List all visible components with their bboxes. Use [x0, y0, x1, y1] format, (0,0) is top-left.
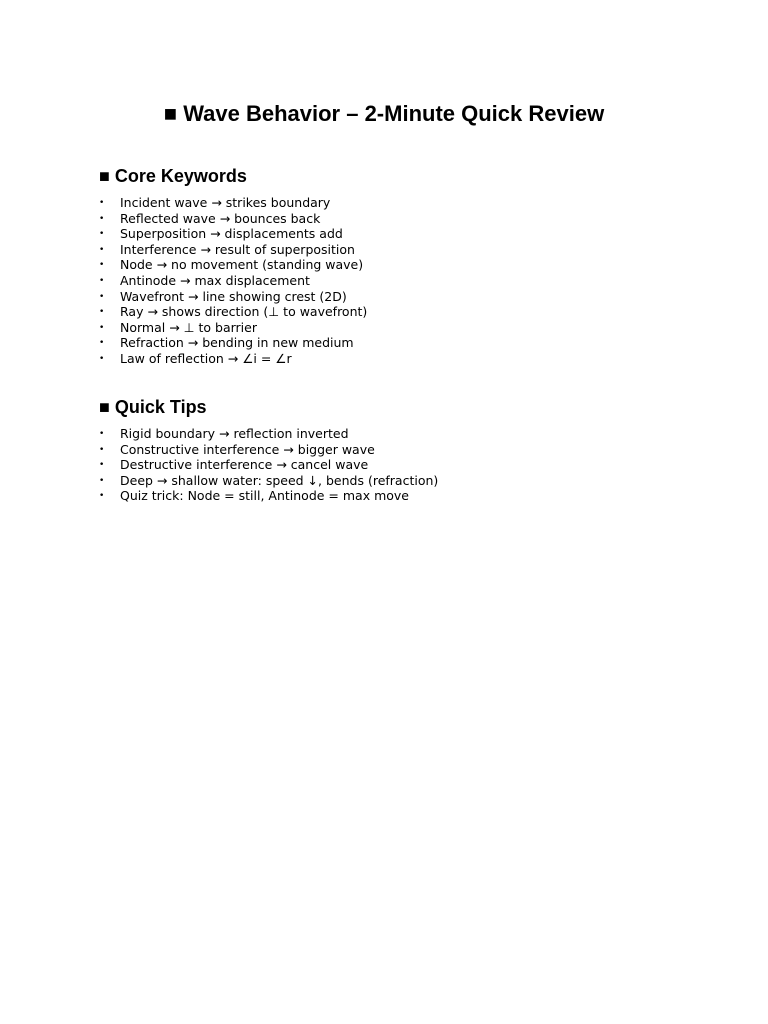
list-item	[99, 226, 367, 242]
bullet-icon: •	[99, 475, 105, 486]
core-keywords-list	[99, 195, 367, 367]
list-item	[99, 273, 367, 289]
bullet-icon: •	[99, 275, 105, 286]
core-keywords-heading: ■ Core Keywords	[99, 166, 247, 186]
list-item-text: Ray → shows direction (⊥ to wavefront)	[120, 304, 368, 320]
quick-tips-section	[99, 395, 699, 504]
list-item-text: Law of reflection → ∠i = ∠r	[120, 350, 292, 366]
list-item-text: Quiz trick: Node = still, Antinode = max move	[120, 488, 409, 504]
list-item-text: Deep → shallow water: speed ↓, bends (refraction)	[120, 472, 439, 488]
list-item	[99, 304, 367, 320]
list-item-text: Antinode → max displacement	[120, 272, 310, 288]
list-item	[99, 195, 367, 211]
list-item-text: Constructive interference → bigger wave	[120, 441, 375, 457]
list-item-text: Superposition → displacements add	[120, 226, 343, 242]
list-item-text: Node → no movement (standing wave)	[120, 257, 364, 273]
bullet-icon: •	[99, 460, 105, 471]
bullet-icon: •	[99, 213, 105, 224]
bullet-icon: •	[99, 338, 105, 349]
list-item-text: Rigid boundary → reflection inverted	[120, 426, 349, 441]
list-item-text: Reflected wave → bounces back	[120, 210, 321, 226]
list-item	[99, 289, 367, 305]
list-item-text: Wavefront → line showing crest (2D)	[120, 288, 347, 304]
bullet-icon: •	[99, 291, 105, 302]
list-item-text: Refraction → bending in new medium	[120, 335, 354, 351]
list-item-text: Destructive interference → cancel wave	[120, 457, 369, 473]
list-item	[99, 320, 367, 336]
bullet-icon: •	[99, 244, 105, 255]
list-item	[99, 242, 367, 258]
list-item	[99, 257, 367, 273]
bullet-icon: •	[99, 491, 105, 502]
bullet-icon: •	[99, 322, 105, 333]
bullet-icon: •	[99, 307, 105, 318]
bullet-icon: •	[99, 429, 105, 439]
page-title: ■ Wave Behavior – 2-Minute Quick Review	[163, 101, 605, 126]
list-item-text: Normal → ⊥ to barrier	[120, 319, 257, 335]
list-item-text: Interference → result of superposition	[120, 241, 355, 257]
bullet-icon: •	[99, 198, 105, 208]
list-item	[99, 488, 438, 504]
list-item	[99, 442, 438, 458]
quick-tips-heading: ■ Quick Tips	[99, 397, 207, 417]
list-item	[99, 335, 367, 351]
quick-tips-list	[99, 426, 438, 504]
list-item	[99, 211, 367, 227]
bullet-icon: •	[99, 229, 105, 240]
bullet-icon: •	[99, 444, 105, 455]
bullet-icon: •	[99, 353, 105, 364]
list-item-text: Incident wave → strikes boundary	[120, 195, 331, 210]
list-item	[99, 351, 367, 367]
list-item	[99, 426, 438, 442]
list-item	[99, 473, 438, 489]
bullet-icon: •	[99, 260, 105, 271]
core-keywords-section	[99, 164, 699, 366]
list-item	[99, 457, 438, 473]
